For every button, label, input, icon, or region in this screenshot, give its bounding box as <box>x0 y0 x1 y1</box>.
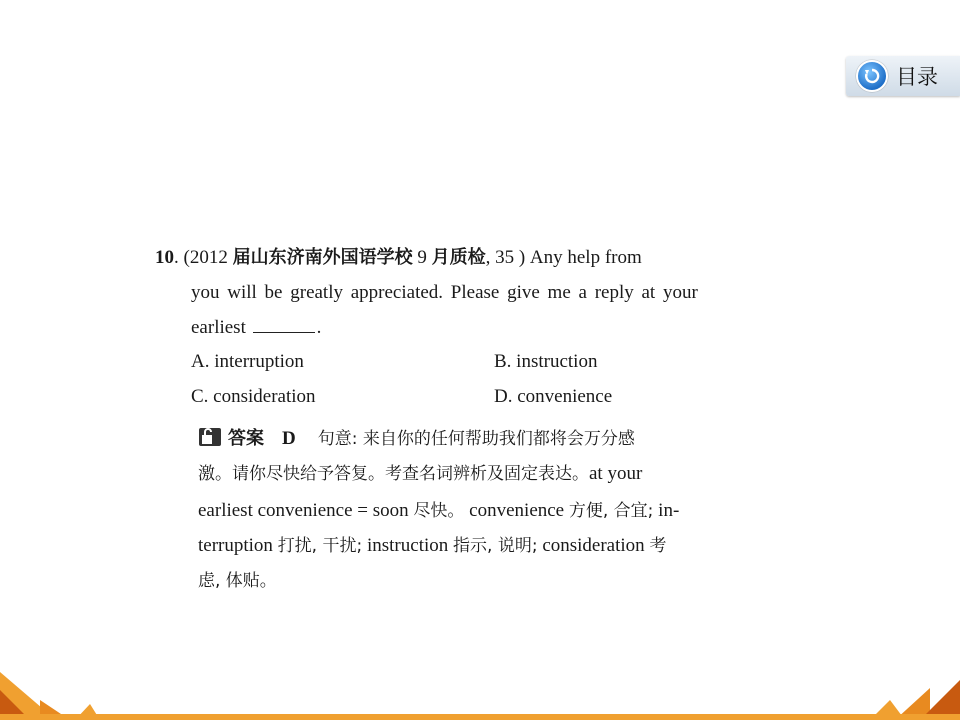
question-line-3 <box>191 310 321 345</box>
answer-letter: D <box>282 428 296 449</box>
option-c: C. consideration <box>191 386 316 407</box>
answer-line-2 <box>198 456 642 492</box>
answer-word-instruction: instruction <box>362 535 454 556</box>
answer-gloss-4: 指示, 说明; <box>453 536 538 556</box>
answer-phrase-1: at your <box>589 463 643 484</box>
question-line-2: you will be greatly appreciated. Please give me a reply at your <box>191 282 698 303</box>
answer-gloss-1: 尽快。 <box>413 501 465 521</box>
question-source-school: 届山东济南外国语学校 <box>232 247 413 268</box>
answer-gloss-3: 打扰, 干扰; <box>277 536 363 556</box>
answer-label: 答案 <box>228 428 264 449</box>
footer-line <box>0 714 960 720</box>
answer-word-convenience: convenience <box>469 500 569 521</box>
question-number: 10 <box>155 247 174 268</box>
footer-decoration <box>0 660 960 720</box>
question-line-1 <box>155 240 642 275</box>
refresh-icon <box>856 60 888 92</box>
answer-line-4 <box>198 528 666 564</box>
answer-line-3 <box>198 493 679 529</box>
answer-word-in: in- <box>653 500 680 521</box>
option-d: D. convenience <box>494 386 613 407</box>
option-a: A. interruption <box>191 351 304 372</box>
answer-blank <box>253 314 315 333</box>
answer-explanation-1: 句意: 来自你的任何帮助我们都将会万分感 <box>317 429 635 449</box>
question-source-month: 9 <box>412 247 432 268</box>
answer-line-1 <box>198 421 635 457</box>
toc-label: 目录 <box>896 65 938 89</box>
answer-phrase-2: earliest convenience = soon <box>198 500 414 521</box>
toc-button[interactable] <box>846 56 960 96</box>
question-source-exam: 月质检 <box>431 247 486 268</box>
answer-gloss-6: 虑, 体贴。 <box>198 571 277 591</box>
question-period: . <box>316 317 322 338</box>
answer-word-consideration: consideration <box>537 535 650 556</box>
option-b: B. instruction <box>494 351 598 372</box>
answer-gloss-5: 考 <box>649 536 667 556</box>
unlock-icon <box>198 424 222 444</box>
question-text-end: earliest <box>191 317 246 338</box>
question-source-open: . (2012 <box>174 247 233 268</box>
answer-gloss-2: 方便, 合宜; <box>568 501 654 521</box>
answer-word-terruption: terruption <box>198 535 278 556</box>
answer-explanation-2: 激。请你尽快给予答复。考查名词辨析及固定表达。 <box>198 464 589 484</box>
answer-line-5 <box>198 563 277 599</box>
question-text-start: , 35 ) Any help from <box>485 247 642 268</box>
